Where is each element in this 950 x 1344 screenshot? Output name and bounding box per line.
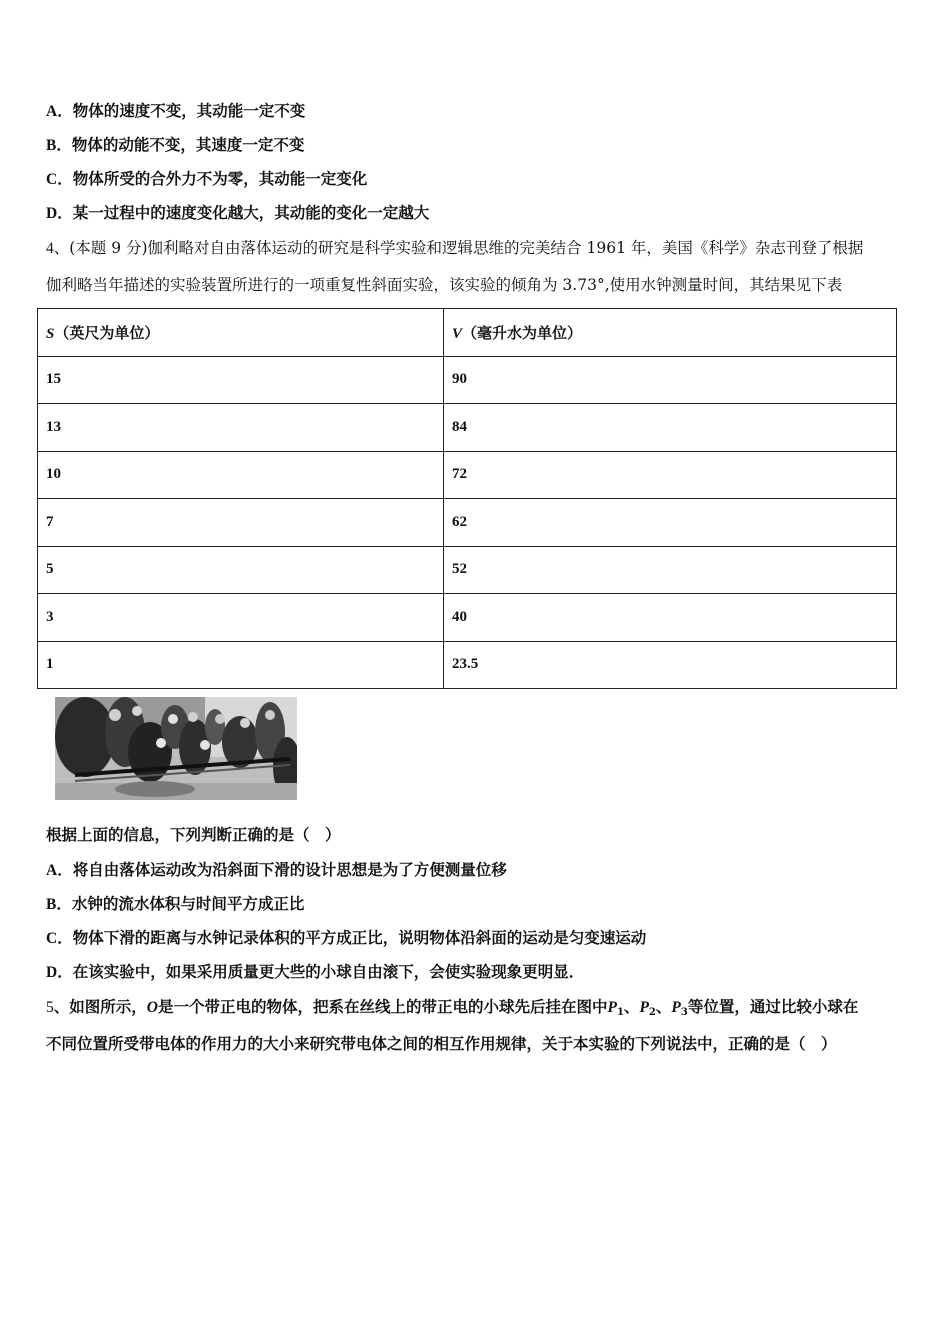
q4-option-b [46,893,304,916]
p2-subscript: 2 [648,1007,656,1018]
table-header-row [38,309,897,357]
option-letter: A [46,862,58,879]
table-row [38,641,897,689]
option-letter: B [46,137,57,154]
cell-s: 3 [38,594,444,642]
cell-v: 52 [444,546,897,594]
p3-symbol: P [671,999,681,1016]
cell-s: 10 [38,451,444,499]
p3-subscript: 3 [680,1007,688,1018]
table-row [38,546,897,594]
cell-v: 62 [444,499,897,547]
cell-s: 13 [38,404,444,452]
q4-stem: 根据上面的信息，下列判断正确的是（ ） [46,825,341,844]
table-row [38,499,897,547]
separator: 、 [623,997,640,1016]
q4-option-a [46,859,507,882]
q4-intro-text: 伽利略当年描述的实验装置所进行的一项重复性斜面实验，该实验的倾角为 3.73°,使用水钟测量时间，其结果见下表 [46,276,843,294]
q5-text: 等位置，通过比较小球在 [687,997,859,1016]
p2-symbol: P [639,999,649,1016]
option-text: ．物体的动能不变，其速度一定不变 [56,135,305,154]
experiment-photo [55,697,297,800]
q5-line1 [46,996,858,1024]
cell-s: 1 [38,641,444,689]
option-letter: C [46,930,58,947]
q3-option-a [46,100,305,123]
table-row [38,451,897,499]
cell-v: 90 [444,356,897,404]
option-text: ．某一过程中的速度变化越大，其动能的变化一定越大 [57,203,430,222]
option-text: ．物体下滑的距离与水钟记录体积的平方成正比，说明物体沿斜面的运动是匀变速运动 [57,928,647,947]
header-s-text: （英尺为单位） [54,323,160,342]
table-row [38,594,897,642]
header-s [38,309,444,357]
q4-intro-line2 [46,274,842,296]
option-letter: A [46,103,58,120]
q3-option-c [46,168,367,191]
q4-intro-text: 、(本题 9 分)伽利略对自由落体运动的研究是科学实验和逻辑思维的完美结合 1961 年，美国《科学》杂志刊登了根据 [53,239,864,257]
cell-s: 5 [38,546,444,594]
table-row [38,356,897,404]
header-v-text: （毫升水为单位） [462,323,583,342]
q5-line2: 不同位置所受带电体的作用力的大小来研究带电体之间的相互作用规律，关于本实验的下列说法中，正确的是（ ） [46,1034,837,1053]
cell-v: 40 [444,594,897,642]
option-text: ．物体所受的合外力不为零，其动能一定变化 [57,169,368,188]
s-symbol: S [46,325,55,342]
p1-symbol: P [607,999,617,1016]
q5-text: 、如图所示， [53,997,147,1016]
question-number: 4 [46,240,54,257]
header-v [444,309,897,357]
cell-v: 72 [444,451,897,499]
q5-text: 是一个带正电的物体，把系在丝线上的带正电的小球先后挂在图中 [157,997,608,1016]
option-text: ．将自由落体运动改为沿斜面下滑的设计思想是为了方便测量位移 [57,860,507,879]
cell-s: 7 [38,499,444,547]
separator: 、 [655,997,672,1016]
cell-s: 15 [38,356,444,404]
q3-option-d [46,202,429,225]
q4-option-d [46,961,584,984]
option-text: ．物体的速度不变，其动能一定不变 [57,101,306,120]
option-letter: D [46,205,58,222]
experiment-table [37,308,897,689]
option-letter: C [46,171,58,188]
q4-option-c [46,927,646,950]
p1-subscript: 1 [616,1007,624,1018]
option-letter: B [46,896,57,913]
q4-intro-line1 [46,237,863,260]
table-row [38,404,897,452]
option-text: ．在该实验中，如果采用质量更大些的小球自由滚下，会使实验现象更明显． [57,962,585,981]
o-symbol: O [146,999,158,1016]
q3-option-b [46,134,304,157]
cell-v: 23.5 [444,641,897,689]
option-text: ．水钟的流水体积与时间平方成正比 [56,894,305,913]
cell-v: 84 [444,404,897,452]
v-symbol: V [452,325,463,342]
option-letter: D [46,964,58,981]
question-number: 5 [46,999,54,1016]
